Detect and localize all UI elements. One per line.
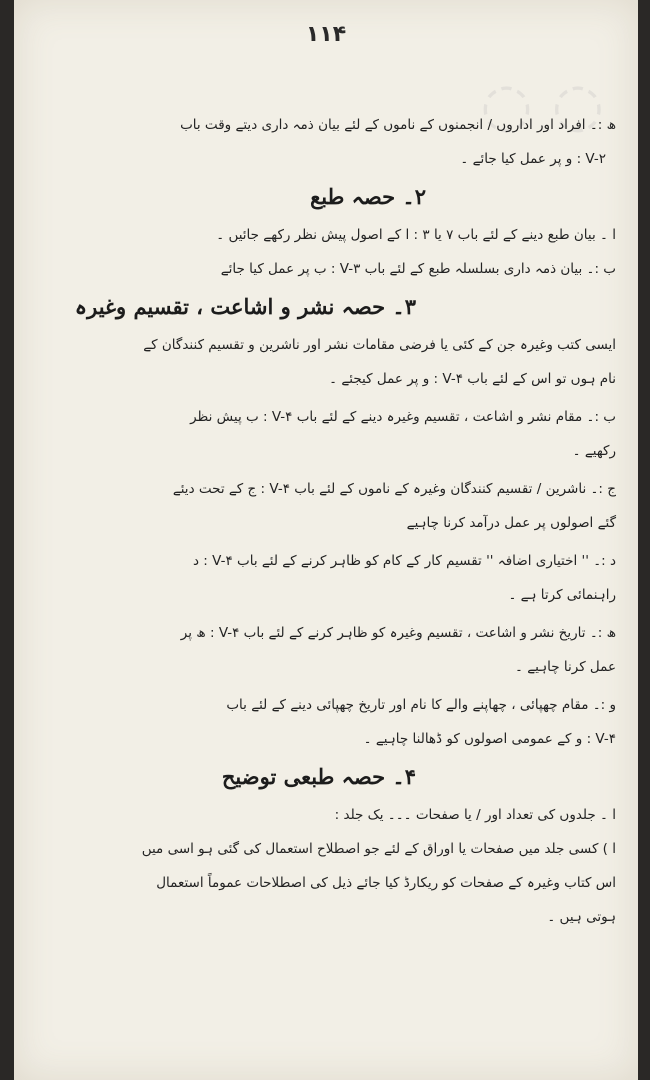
paragraph: عمل کرنا چاہیے ۔ (515, 659, 616, 675)
paragraph: ھ :۔ افراد اور اداروں / انجمنوں کے ناموں کے لئے بیان ذمہ داری دیتے وقت باب (180, 117, 616, 133)
paragraph: ا ۔ بیان طبع دینے کے لئے باب ۷ یا ۳ : ا کے اصول پیش نظر رکھے جائیں ۔ (216, 227, 616, 243)
paragraph: د :۔ '' اختیاری اضافہ '' تقسیم کار کے کام کو ظاہر کرنے کے لئے باب V-۴ : د (192, 553, 616, 569)
paragraph: ب :۔ مقام نشر و اشاعت ، تقسیم وغیرہ دینے کے لئے باب V-۴ : ب پیش نظر (190, 409, 616, 425)
document-page (14, 0, 638, 1080)
section-heading: ۴۔ حصہ طبعی توضیح (221, 764, 416, 789)
paragraph: رکھیے ۔ (572, 443, 616, 459)
watermark-stamp-icon: ◌ ◌ (480, 70, 604, 140)
paragraph: ھ :۔ تاریخ نشر و اشاعت ، تقسیم وغیرہ کو ظاہر کرنے کے لئے باب V-۴ : ھ پر (180, 625, 616, 641)
paragraph: اس کتاب وغیرہ کے صفحات کو ریکارڈ کیا جائے ذیل کی اصطلاحات عموماً استعمال (156, 875, 616, 891)
paragraph: ب :۔ بیان ذمہ داری بسلسلہ طبع کے لئے باب V-۳ : ب پر عمل کیا جائے (220, 261, 616, 277)
paragraph: گئے اصولوں پر عمل درآمد کرنا چاہیے (406, 515, 616, 531)
paragraph: ا ) کسی جلد میں صفحات یا اوراق کے لئے جو اصطلاح استعمال کی گئی ہو اسی میں (141, 841, 616, 857)
paragraph: V-۴ : و کے عمومی اصولوں کو ڈھالنا چاہیے ۔ (363, 731, 616, 747)
paragraph: ج :۔ ناشرین / تقسیم کنندگان وغیرہ کے ناموں کے لئے باب V-۴ : ج کے تحت دیئے (172, 481, 616, 497)
paragraph: و :۔ مقام چھپائی ، چھاپنے والے کا نام اور تاریخ چھپائی دینے کے لئے باب (226, 697, 616, 713)
paragraph: راہنمائی کرتا ہے ۔ (508, 587, 616, 603)
section-heading: ۲۔ حصہ طبع (310, 184, 426, 209)
page-content (42, 108, 616, 934)
paragraph: V-۲ : و پر عمل کیا جائے ۔ (460, 151, 606, 167)
paragraph: نام ہوں تو اس کے لئے باب V-۴ : و پر عمل کیجئے ۔ (329, 371, 616, 387)
page-number: ۱۱۴ (305, 22, 347, 47)
paragraph: ہوتی ہیں ۔ (547, 909, 616, 925)
section-heading: ۳۔ حصہ نشر و اشاعت ، تقسیم وغیرہ (74, 294, 416, 319)
paragraph: ا ۔ جلدوں کی تعداد اور / یا صفحات ۔۔۔ یک جلد : (334, 807, 616, 823)
paragraph: ایسی کتب وغیرہ جن کے کئی یا فرضی مقامات نشر اور ناشرین و تقسیم کنندگان کے (143, 337, 616, 353)
